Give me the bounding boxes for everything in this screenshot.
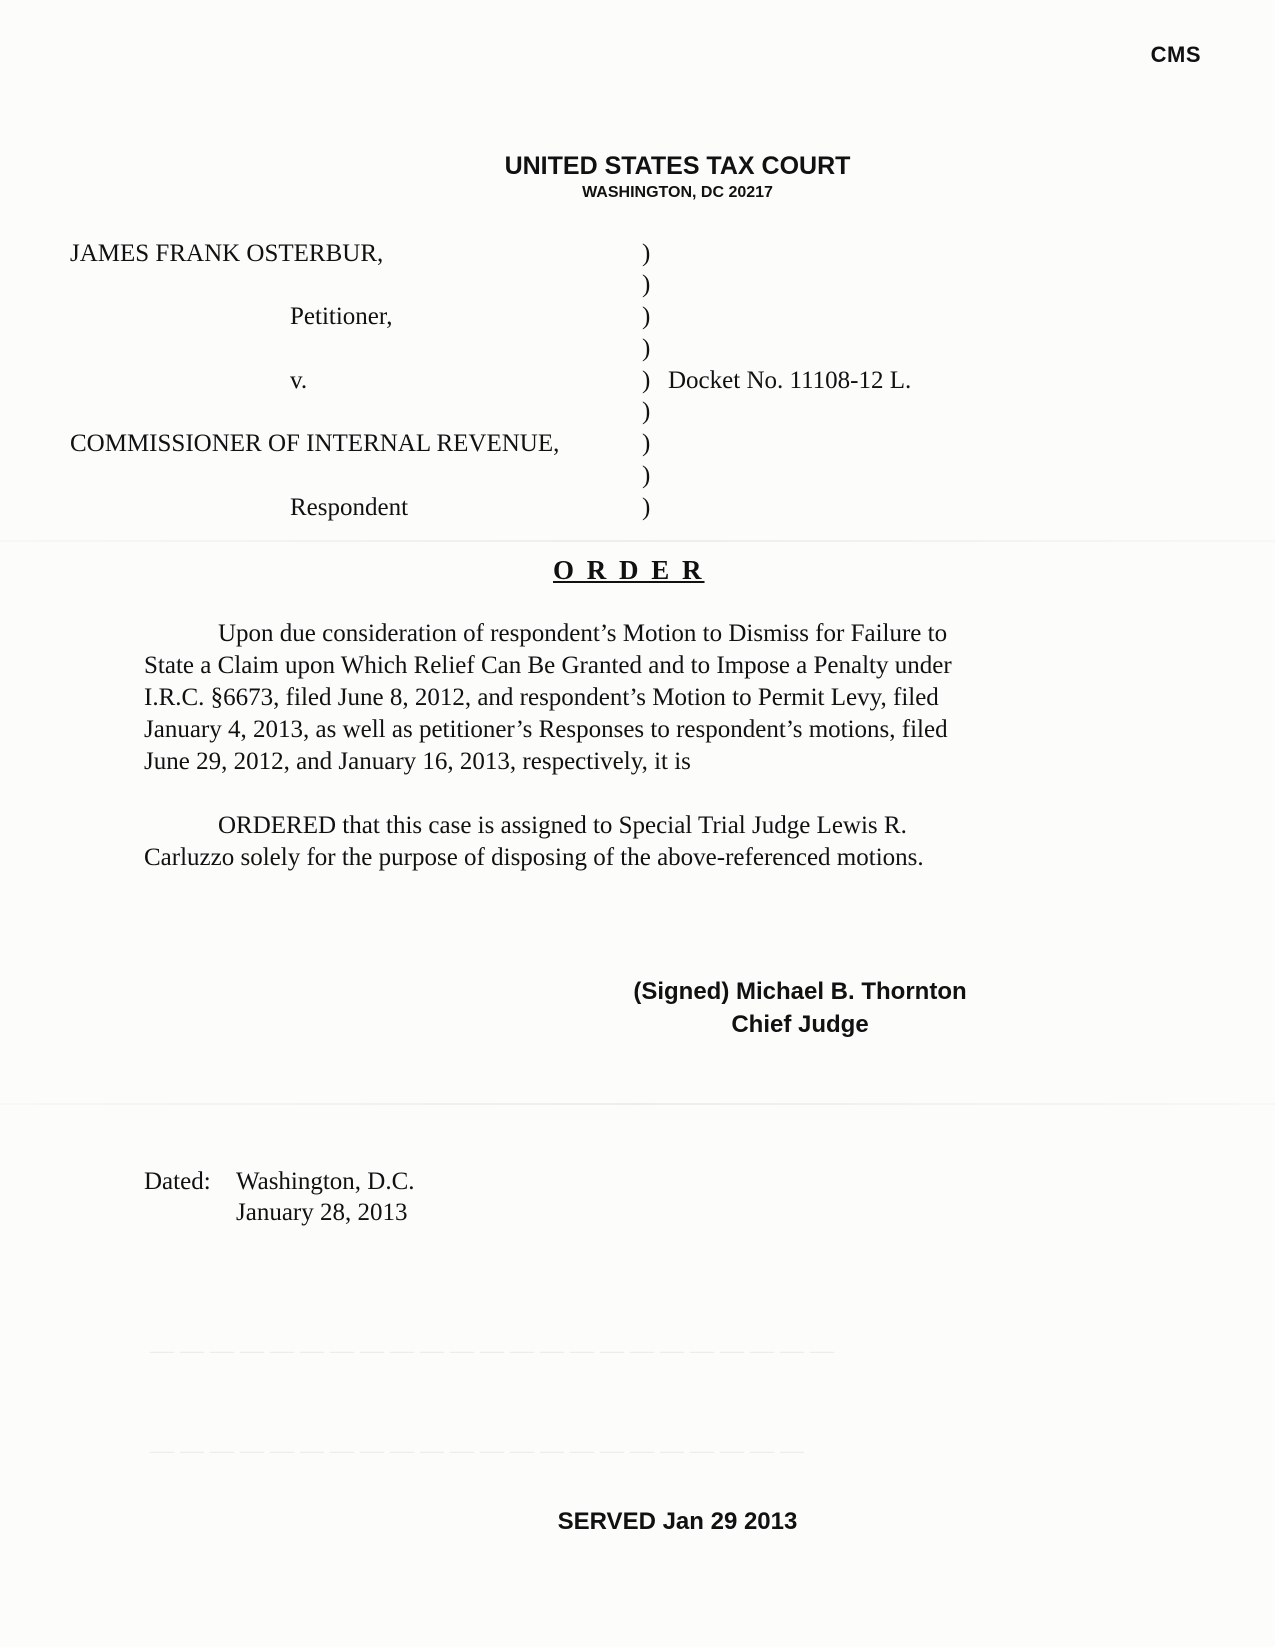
respondent-name: COMMISSIONER OF INTERNAL REVENUE, xyxy=(70,430,560,457)
dated-label: Dated: xyxy=(144,1168,211,1195)
order-paragraph-1 xyxy=(144,618,1084,778)
caption-parenthesis: ) xyxy=(642,240,651,267)
cms-stamp: CMS xyxy=(1150,42,1201,67)
petitioner-role: Petitioner, xyxy=(290,303,393,330)
served-stamp: SERVED Jan 29 2013 xyxy=(557,1508,798,1535)
caption-parenthesis: ) xyxy=(642,494,651,521)
caption-parenthesis: ) xyxy=(642,303,651,330)
fold-line xyxy=(0,540,1275,542)
docket-number: Docket No. 11108-12 L. xyxy=(668,367,912,394)
bleed-through: — — — — — — — — — — — — — — — — — — — — — — xyxy=(150,1438,804,1464)
paragraph-line: Upon due consideration of respondent’s Motion to Dismiss for Failure to xyxy=(218,620,948,647)
paragraph-line: Carluzzo solely for the purpose of disposing of the above-referenced motions. xyxy=(144,844,924,871)
caption-parenthesis: ) xyxy=(642,462,651,489)
court-name: UNITED STATES TAX COURT xyxy=(504,152,851,180)
caption-parenthesis: ) xyxy=(642,367,651,394)
order-paragraph-2 xyxy=(144,810,1084,874)
paragraph-line: State a Claim upon Which Relief Can Be Granted and to Impose a Penalty under xyxy=(144,652,952,679)
paragraph-line: January 4, 2013, as well as petitioner’s Responses to respondent’s motions, filed xyxy=(144,716,948,743)
dated-date: January 28, 2013 xyxy=(236,1199,408,1226)
caption-parenthesis: ) xyxy=(642,335,651,362)
order-heading: O R D E R xyxy=(553,555,705,585)
court-address: WASHINGTON, DC 20217 xyxy=(582,184,773,201)
caption-parenthesis: ) xyxy=(642,430,651,457)
dated-place: Washington, D.C. xyxy=(236,1168,415,1195)
bleed-through: — — — — — — — — — — — — — — — — — — — — — — — xyxy=(150,1338,834,1364)
paragraph-line: June 29, 2012, and January 16, 2013, respectively, it is xyxy=(144,748,691,775)
signature-name: (Signed) Michael B. Thornton xyxy=(633,978,967,1005)
versus-label: v. xyxy=(290,367,308,394)
caption-parenthesis: ) xyxy=(642,271,651,298)
paragraph-line: ORDERED that this case is assigned to Special Trial Judge Lewis R. xyxy=(218,812,907,839)
respondent-role: Respondent xyxy=(290,494,409,521)
petitioner-name: JAMES FRANK OSTERBUR, xyxy=(70,240,384,267)
paragraph-line: I.R.C. §6673, filed June 8, 2012, and respondent’s Motion to Permit Levy, filed xyxy=(144,684,939,711)
signature-title: Chief Judge xyxy=(731,1011,869,1038)
caption-parenthesis: ) xyxy=(642,398,651,425)
fold-line xyxy=(0,1103,1275,1105)
